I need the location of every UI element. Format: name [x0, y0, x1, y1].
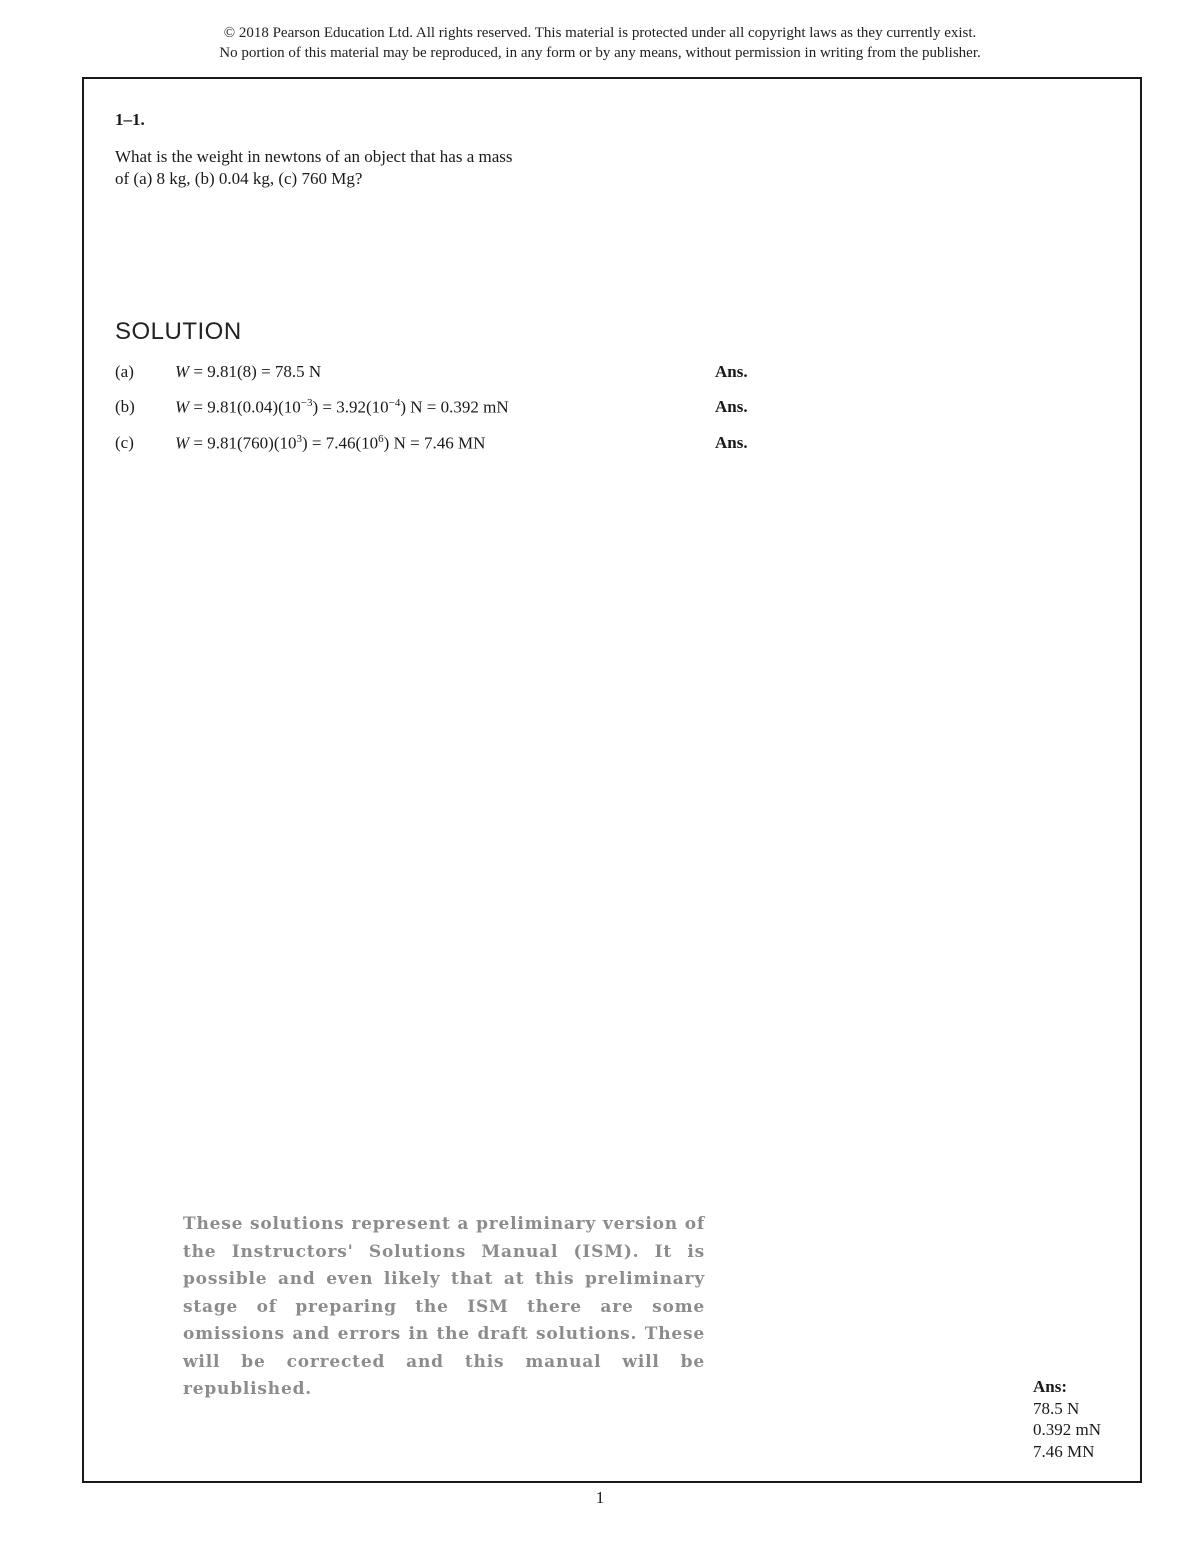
- row-label: (c): [115, 433, 134, 452]
- answer-summary: [1033, 1376, 1101, 1462]
- answer-value: 78.5 N: [1033, 1398, 1080, 1418]
- equation: $W = 9.81(760)(10^3) = 7.46(10^6) N = 7.46$ MN: [175, 433, 486, 453]
- problem-number: 1–1.: [115, 110, 145, 129]
- solution-row-b: [115, 397, 775, 423]
- solution-row-a: [115, 362, 775, 388]
- solution-row-c: [115, 433, 775, 459]
- ans-marker: Ans.: [715, 433, 748, 452]
- answer-summary-label: Ans:: [1033, 1377, 1068, 1396]
- problem-statement: [115, 146, 635, 190]
- solution-heading: SOLUTION: [115, 318, 242, 345]
- problem-line-2: of (a) 8 kg, (b) 0.04 kg, (c) 760 Mg?: [115, 169, 363, 188]
- answer-value: 0.392 mN: [1033, 1420, 1101, 1439]
- ans-marker: Ans.: [715, 362, 748, 381]
- row-label: (b): [115, 397, 135, 416]
- preliminary-disclaimer: These solutions represent a preliminary version of the Instructors' Solutions Manual (ISM). It is possible and even likely that at this preliminary stage of preparing the ISM there are some omissions and errors in the draft solutions. These will be corrected and this manual will be republished.: [183, 1214, 705, 1399]
- page-number: 1: [595, 1488, 605, 1507]
- copyright-line-2: No portion of this material may be reproduced, in any form or by any means, without permission in writing from the publisher.: [219, 45, 981, 61]
- ans-marker: Ans.: [715, 397, 748, 416]
- equation: W = 9.81(8) = 78.5 N: [175, 362, 322, 381]
- equation: $W = 9.81(0.04)(10^{-3}) = 3.92(10^{-4}) N = 0.392$ mN: [175, 397, 509, 417]
- copyright-line-1: © 2018 Pearson Education Ltd. All rights reserved. This material is protected under all copyright laws as they currently exist.: [223, 25, 977, 41]
- row-label: (a): [115, 362, 134, 381]
- answer-value: 7.46 MN: [1033, 1441, 1095, 1461]
- copyright-notice: [0, 23, 1200, 63]
- problem-line-1: What is the weight in newtons of an object that has a mass: [115, 147, 513, 166]
